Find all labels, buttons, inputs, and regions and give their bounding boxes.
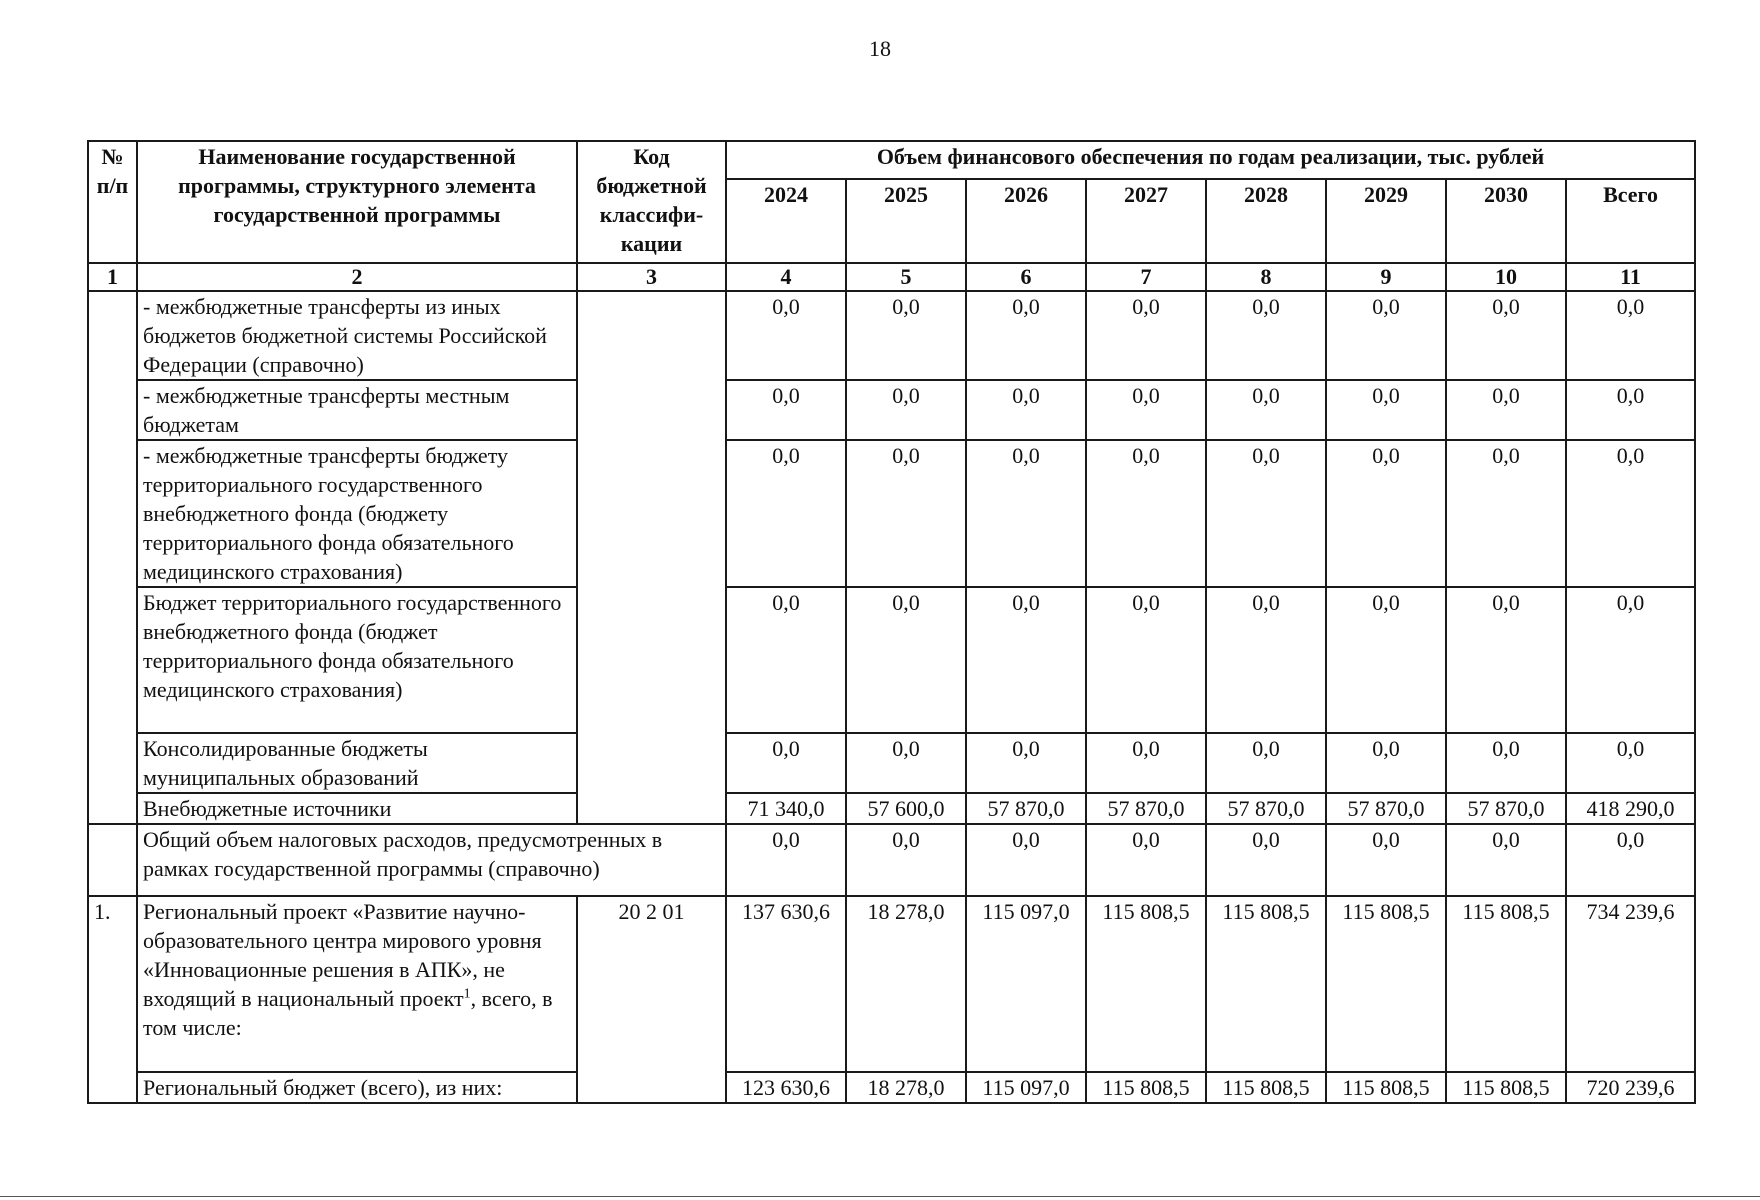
header-name: Наименование государственной программы, структурного элемента государственной программы	[137, 141, 577, 263]
footnote-mark: 1	[463, 986, 471, 1002]
value-cell: 0,0	[846, 824, 966, 896]
column-number: 1	[88, 263, 137, 291]
column-number: 8	[1206, 263, 1326, 291]
value-cell: 123 630,6	[726, 1072, 846, 1103]
column-number: 9	[1326, 263, 1446, 291]
value-cell: 720 239,6	[1566, 1072, 1695, 1103]
row-name	[137, 896, 577, 1072]
value-cell: 0,0	[1326, 733, 1446, 793]
table-row	[88, 824, 1695, 896]
value-cell: 57 870,0	[1086, 793, 1206, 824]
header-year: 2030	[1446, 179, 1566, 263]
value-cell: 0,0	[1206, 824, 1326, 896]
value-cell: 57 870,0	[1206, 793, 1326, 824]
value-cell: 0,0	[1206, 440, 1326, 587]
value-cell: 115 808,5	[1446, 1072, 1566, 1103]
row-name: - межбюджетные трансферты из иных бюджетов бюджетной системы Российской Федерации (справочно)	[137, 291, 577, 380]
value-cell: 57 870,0	[1326, 793, 1446, 824]
value-cell: 0,0	[1086, 587, 1206, 733]
value-cell: 57 870,0	[966, 793, 1086, 824]
value-cell: 0,0	[1446, 440, 1566, 587]
value-cell: 115 808,5	[1446, 896, 1566, 1072]
value-cell: 0,0	[726, 291, 846, 380]
table-row	[88, 733, 1695, 793]
value-cell: 115 097,0	[966, 896, 1086, 1072]
row-index	[88, 824, 137, 896]
row-code	[577, 291, 726, 824]
value-cell: 115 808,5	[1206, 896, 1326, 1072]
row-name: - межбюджетные трансферты местным бюджетам	[137, 380, 577, 440]
value-cell: 0,0	[1326, 824, 1446, 896]
value-cell: 0,0	[1566, 291, 1695, 380]
value-cell: 0,0	[966, 587, 1086, 733]
column-number: 6	[966, 263, 1086, 291]
value-cell: 137 630,6	[726, 896, 846, 1072]
column-number: 5	[846, 263, 966, 291]
value-cell: 0,0	[966, 291, 1086, 380]
value-cell: 0,0	[846, 440, 966, 587]
table-row	[88, 440, 1695, 587]
budget-table	[87, 140, 1696, 1104]
value-cell: 0,0	[726, 440, 846, 587]
row-name: Общий объем налоговых расходов, предусмотренных в рамках государственной программы (справочно)	[137, 824, 726, 896]
value-cell: 0,0	[1086, 824, 1206, 896]
value-cell: 0,0	[1566, 733, 1695, 793]
table-row	[88, 380, 1695, 440]
value-cell: 734 239,6	[1566, 896, 1695, 1072]
value-cell: 0,0	[1206, 587, 1326, 733]
value-cell: 0,0	[1326, 291, 1446, 380]
value-cell: 0,0	[1446, 824, 1566, 896]
value-cell: 0,0	[846, 380, 966, 440]
header-volume: Объем финансового обеспечения по годам реализации, тыс. рублей	[726, 141, 1695, 179]
value-cell: 0,0	[966, 733, 1086, 793]
value-cell: 0,0	[726, 824, 846, 896]
value-cell: 0,0	[1446, 380, 1566, 440]
value-cell: 0,0	[726, 380, 846, 440]
value-cell: 0,0	[1326, 587, 1446, 733]
value-cell: 0,0	[1446, 733, 1566, 793]
value-cell: 0,0	[1206, 291, 1326, 380]
value-cell: 0,0	[1206, 380, 1326, 440]
row-code: 20 2 01	[577, 896, 726, 1103]
page-number: 18	[869, 36, 891, 61]
value-cell: 0,0	[726, 733, 846, 793]
row-index: 1.	[88, 896, 137, 1103]
value-cell: 0,0	[846, 733, 966, 793]
header-code: Код бюджетной классифи-кации	[577, 141, 726, 263]
value-cell: 71 340,0	[726, 793, 846, 824]
header-total: Всего	[1566, 179, 1695, 263]
row-name: Бюджет территориального государственного внебюджетного фонда (бюджет территориального фонда обязательного медицинского страхования)	[137, 587, 577, 733]
table-row	[88, 1072, 1695, 1103]
value-cell: 0,0	[966, 824, 1086, 896]
value-cell: 0,0	[1566, 587, 1695, 733]
value-cell: 18 278,0	[846, 1072, 966, 1103]
value-cell: 0,0	[1206, 733, 1326, 793]
column-number: 2	[137, 263, 577, 291]
column-number: 11	[1566, 263, 1695, 291]
value-cell: 115 808,5	[1326, 896, 1446, 1072]
row-name: - межбюджетные трансферты бюджету территориального государственного внебюджетного фонда (бюджету территориального фонда обязательного медицинского страхования)	[137, 440, 577, 587]
header-year: 2028	[1206, 179, 1326, 263]
column-number: 4	[726, 263, 846, 291]
value-cell: 115 808,5	[1086, 1072, 1206, 1103]
value-cell: 0,0	[1086, 733, 1206, 793]
value-cell: 0,0	[966, 440, 1086, 587]
value-cell: 18 278,0	[846, 896, 966, 1072]
value-cell: 115 808,5	[1086, 896, 1206, 1072]
row-name: Внебюджетные источники	[137, 793, 577, 824]
value-cell: 115 808,5	[1326, 1072, 1446, 1103]
value-cell: 0,0	[846, 587, 966, 733]
header-year: 2027	[1086, 179, 1206, 263]
value-cell: 0,0	[1326, 440, 1446, 587]
table-row	[88, 587, 1695, 733]
header-year: 2026	[966, 179, 1086, 263]
header-year: 2029	[1326, 179, 1446, 263]
value-cell: 115 097,0	[966, 1072, 1086, 1103]
table-row	[88, 291, 1695, 380]
value-cell: 0,0	[1566, 380, 1695, 440]
column-number: 7	[1086, 263, 1206, 291]
column-number: 10	[1446, 263, 1566, 291]
header-num: № п/п	[88, 141, 137, 263]
value-cell: 0,0	[726, 587, 846, 733]
value-cell: 57 600,0	[846, 793, 966, 824]
value-cell: 0,0	[1566, 440, 1695, 587]
value-cell: 0,0	[1086, 380, 1206, 440]
value-cell: 0,0	[1446, 291, 1566, 380]
header-year: 2025	[846, 179, 966, 263]
value-cell: 115 808,5	[1206, 1072, 1326, 1103]
header-year: 2024	[726, 179, 846, 263]
value-cell: 0,0	[1086, 440, 1206, 587]
bottom-rule	[0, 1196, 1760, 1197]
table-row	[88, 896, 1695, 1072]
row-index	[88, 291, 137, 824]
table-row	[88, 793, 1695, 824]
value-cell: 0,0	[1326, 380, 1446, 440]
value-cell: 0,0	[1566, 824, 1695, 896]
value-cell: 418 290,0	[1566, 793, 1695, 824]
row-name: Региональный бюджет (всего), из них:	[137, 1072, 577, 1103]
value-cell: 57 870,0	[1446, 793, 1566, 824]
value-cell: 0,0	[1446, 587, 1566, 733]
value-cell: 0,0	[966, 380, 1086, 440]
row-name-part: , всего, в том числе:	[143, 986, 553, 1040]
row-name: Консолидированные бюджеты муниципальных образований	[137, 733, 577, 793]
value-cell: 0,0	[846, 291, 966, 380]
value-cell: 0,0	[1086, 291, 1206, 380]
row-name-part: Региональный проект «Развитие научно-образовательного центра мирового уровня «Инновационные решения в АПК», не входящий в национальный проект	[143, 899, 542, 1011]
column-number: 3	[577, 263, 726, 291]
